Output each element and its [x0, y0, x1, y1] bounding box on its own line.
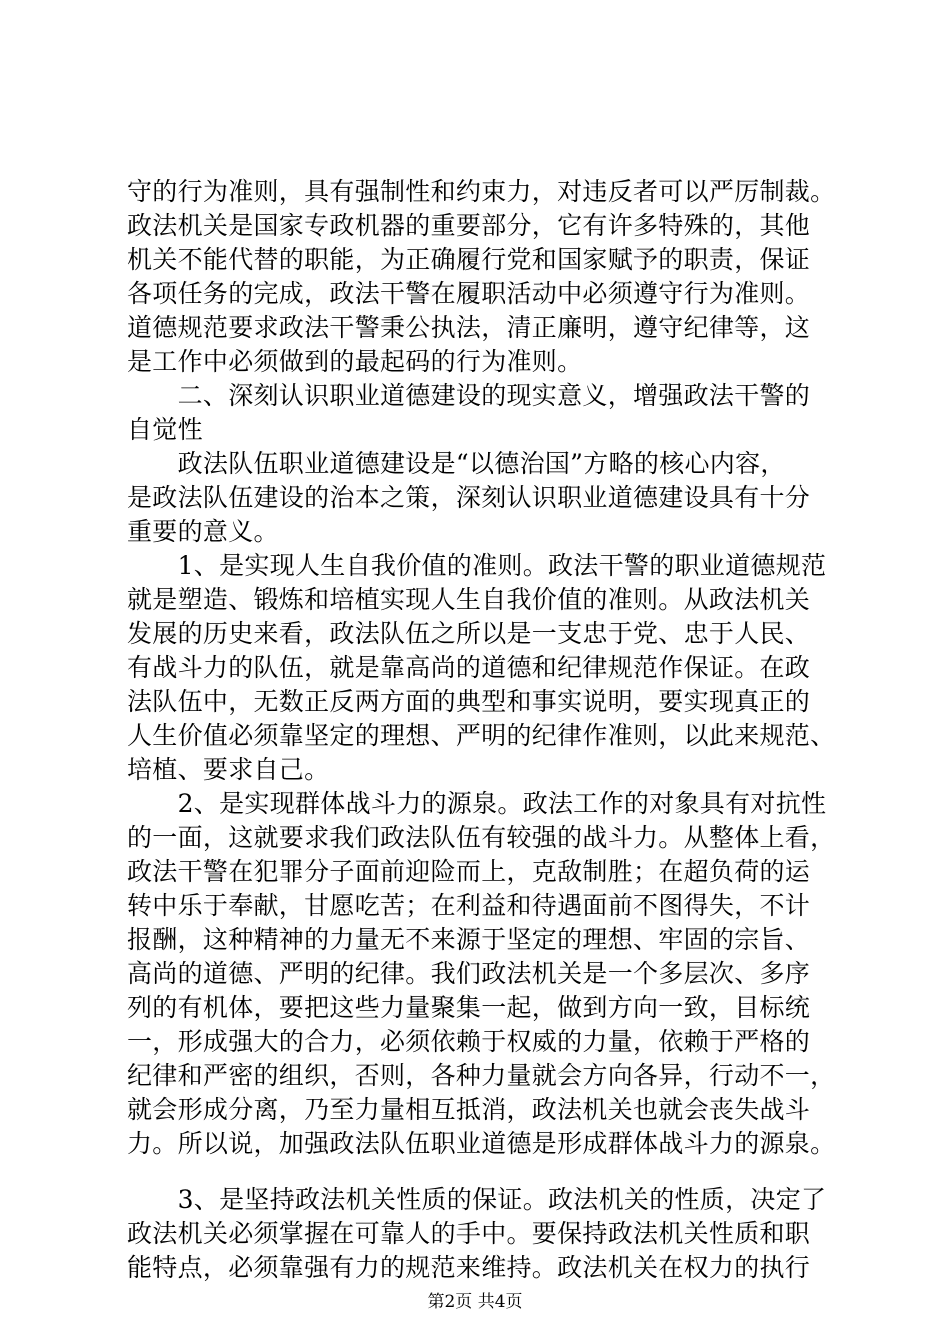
text-line: 一，形成强大的合力，必须依赖于权威的力量，依赖于严格的 — [127, 1027, 811, 1056]
section-heading: 自觉性 — [127, 415, 203, 444]
text-line: 政法机关是国家专政机器的重要部分，它有许多特殊的，其他 — [127, 211, 811, 240]
text-line: 报酬，这种精神的力量无不来源于坚定的理想、牢固的宗旨、 — [127, 925, 811, 954]
text-line: 高尚的道德、严明的纪律。我们政法机关是一个多层次、多序 — [127, 959, 811, 988]
page-number-footer: 第2页 共4页 — [427, 1292, 523, 1312]
text-line: 有战斗力的队伍，就是靠高尚的道德和纪律规范作保证。在政 — [127, 653, 811, 682]
text-line: 是工作中必须做到的最起码的行为准则。 — [127, 347, 583, 376]
text-line: 重要的意义。 — [127, 517, 279, 546]
section-heading: 二、深刻认识职业道德建设的现实意义，增强政法干警的 — [127, 381, 811, 410]
text-line: 守的行为准则，具有强制性和约束力，对违反者可以严厉制裁。 — [127, 177, 836, 206]
text-line: 各项任务的完成，政法干警在履职活动中必须遵守行为准则。 — [127, 279, 811, 308]
text-line: 培植、要求自己。 — [127, 755, 330, 784]
text-line: 力。所以说，加强政法队伍职业道德是形成群体战斗力的源泉。 — [127, 1129, 836, 1158]
text-line: 就是塑造、锻炼和培植实现人生自我价值的准则。从政法机关 — [127, 585, 811, 614]
text-line: 政法机关必须掌握在可靠人的手中。要保持政法机关性质和职 — [127, 1219, 811, 1248]
text-line: 的一面，这就要求我们政法队伍有较强的战斗力。从整体上看， — [127, 823, 836, 852]
text-line: 1、是实现人生自我价值的准则。政法干警的职业道德规范 — [127, 551, 827, 580]
text-line: 政法干警在犯罪分子面前迎险而上，克敌制胜；在超负荷的运 — [127, 857, 811, 886]
text-line: 政法队伍职业道德建设是“以德治国”方略的核心内容， — [127, 449, 786, 478]
text-line: 3、是坚持政法机关性质的保证。政法机关的性质，决定了 — [127, 1185, 827, 1214]
text-line: 道德规范要求政法干警秉公执法，清正廉明，遵守纪律等，这 — [127, 313, 811, 342]
text-line: 能特点，必须靠强有力的规范来维持。政法机关在权力的执行 — [127, 1253, 811, 1282]
text-line: 法队伍中，无数正反两方面的典型和事实说明，要实现真正的 — [127, 687, 811, 716]
text-line: 就会形成分离，乃至力量相互抵消，政法机关也就会丧失战斗 — [127, 1095, 811, 1124]
text-line: 机关不能代替的职能，为正确履行党和国家赋予的职责，保证 — [127, 245, 811, 274]
text-line: 发展的历史来看，政法队伍之所以是一支忠于党、忠于人民、 — [127, 619, 811, 648]
text-line: 列的有机体，要把这些力量聚集一起，做到方向一致，目标统 — [127, 993, 811, 1022]
text-line: 2、是实现群体战斗力的源泉。政法工作的对象具有对抗性 — [127, 789, 827, 818]
text-line: 转中乐于奉献，甘愿吃苦；在利益和待遇面前不图得失，不计 — [127, 891, 811, 920]
text-line: 纪律和严密的组织，否则，各种力量就会方向各异，行动不一， — [127, 1061, 836, 1090]
text-line: 人生价值必须靠坚定的理想、严明的纪律作准则，以此来规范、 — [127, 721, 836, 750]
text-line: 是政法队伍建设的治本之策，深刻认识职业道德建设具有十分 — [127, 483, 811, 512]
